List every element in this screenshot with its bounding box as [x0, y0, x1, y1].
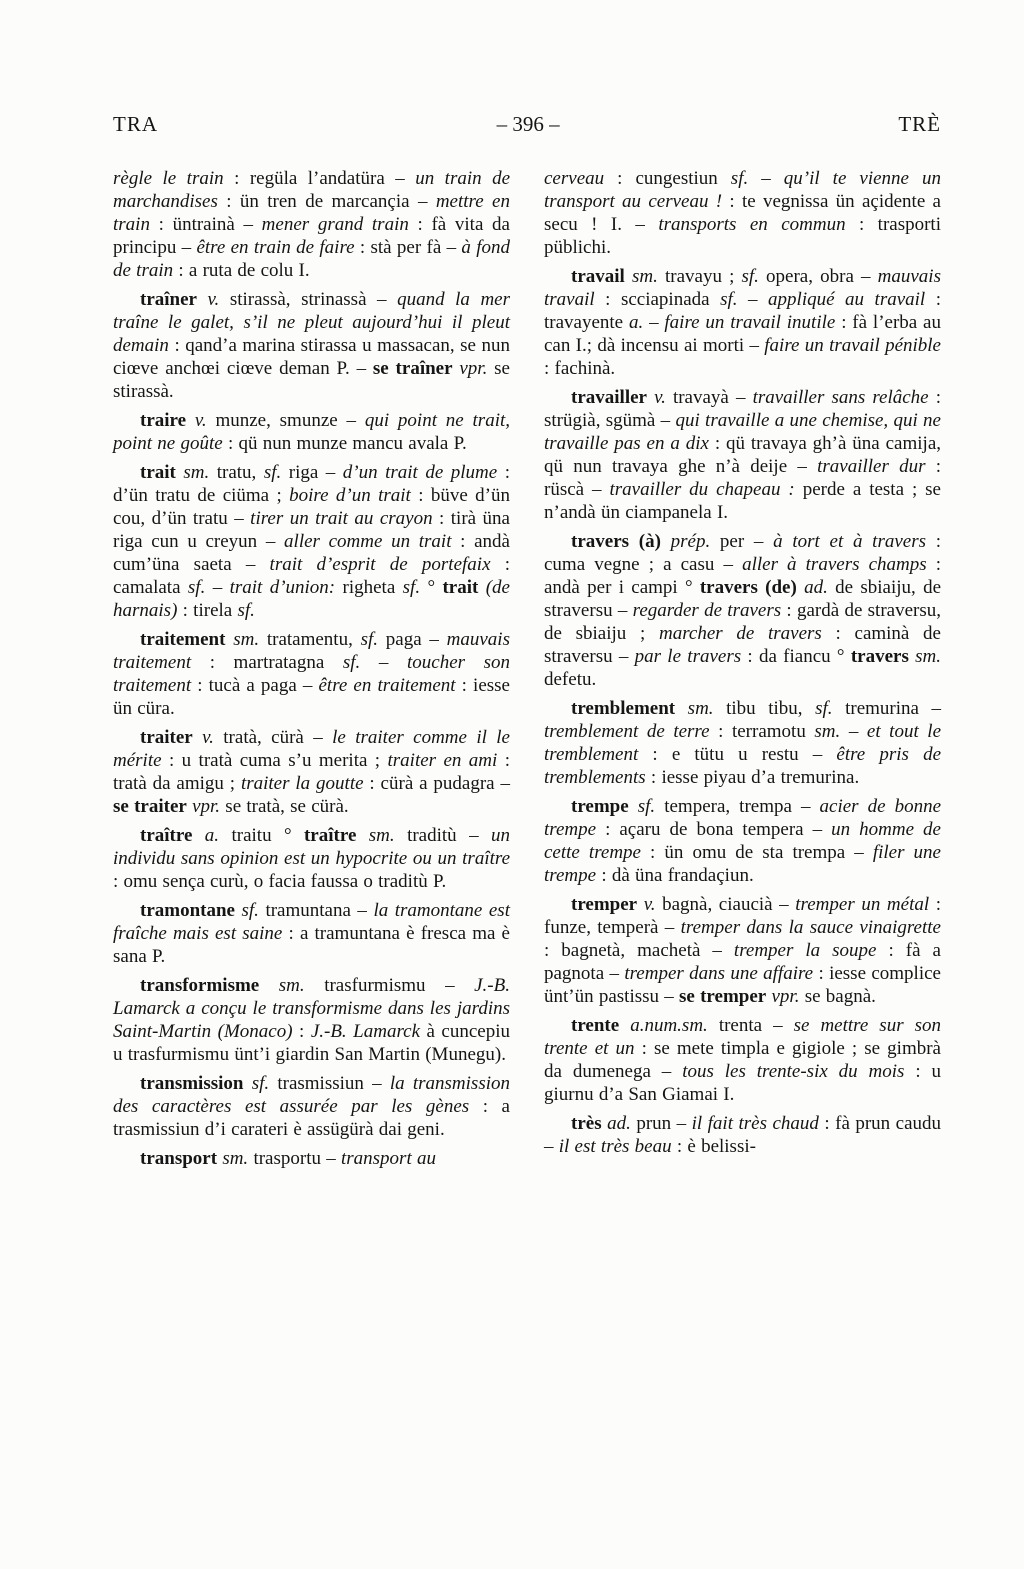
- entry-transport: [113, 1147, 510, 1170]
- entry-translation-text: : büve d’ün cou, d’ün tratu –: [113, 485, 510, 529]
- entry-translation-text: : ün tren de marcançia –: [217, 191, 436, 212]
- entry-transmission: [113, 1072, 510, 1141]
- entry-translation-text: : e tütu u restu –: [638, 744, 837, 765]
- entry-transport-continuation: [544, 167, 941, 259]
- entry-translation-text: : a tramuntana è fresca ma è sana P.: [113, 923, 510, 967]
- entry-translation-text: tratamentu,: [266, 629, 361, 650]
- entry-headword: traitement: [140, 629, 226, 650]
- entry-translation-text: : tirà üna riga cun u creyun –: [113, 508, 510, 552]
- entry-translation-text: riga –: [281, 462, 343, 483]
- entry-train-continuation: [113, 167, 510, 282]
- entry-headword: travailler: [571, 387, 647, 408]
- entry-italic-text: il fait très chaud: [691, 1113, 819, 1134]
- entry-italic-text: boire d’un trait: [289, 485, 411, 506]
- entry-translation-text: stirassà, strinassà –: [229, 289, 398, 310]
- entry-italic-text: tremper dans la sauce vinaigrette: [680, 917, 941, 938]
- entry-headword: se traiter: [113, 796, 187, 817]
- entry-translation-text: : funze, temperà –: [544, 894, 942, 938]
- entry-tremblement: [544, 697, 941, 789]
- entry-headword: travers (à): [571, 531, 661, 552]
- entry-trente: [544, 1014, 941, 1106]
- entry-translation-text: tratu,: [216, 462, 264, 483]
- entry-translation-text: : üntrainà –: [149, 214, 262, 235]
- page-number: – 396 –: [496, 112, 560, 136]
- entry-italic-text: v.: [196, 289, 230, 310]
- entry-translation-text: travayà –: [672, 387, 753, 408]
- entry-italic-text: vpr.: [766, 986, 805, 1007]
- entry-italic-text: sf.: [243, 1073, 278, 1094]
- entry-traiter: [113, 726, 510, 818]
- entry-italic-text: filer une trempe: [544, 842, 941, 886]
- entry-travail: [544, 265, 941, 380]
- entry-italic-text: par le travers: [634, 646, 742, 667]
- entry-italic-text: règle le train: [113, 168, 224, 189]
- entry-translation-text: defetu.: [544, 669, 597, 690]
- entry-italic-text: d’un trait de plume: [342, 462, 498, 483]
- entry-translation-text: tratà, cürà –: [223, 727, 333, 748]
- entry-translation-text: : regüla l’andatüra –: [223, 168, 416, 189]
- entry-travers: [544, 530, 941, 691]
- entry-translation-text: tramuntana –: [265, 900, 374, 921]
- entry-italic-text: a.: [192, 825, 232, 846]
- entry-translation-text: : te vegnissa ün açidente a secu ! I. –: [544, 191, 941, 235]
- entry-italic-text: travailler du chapeau :: [609, 479, 795, 500]
- entry-italic-text: (de harnais): [113, 577, 510, 621]
- entry-translation-text: tremurina –: [832, 698, 941, 719]
- column-right: [544, 167, 941, 1170]
- entry-translation-text: : cungestiun: [604, 168, 731, 189]
- entry-tramontane: [113, 899, 510, 968]
- entry-headword: traiter: [140, 727, 193, 748]
- entry-italic-text: ad.: [796, 577, 836, 598]
- entry-italic-text: sm.: [814, 721, 841, 742]
- entry-translation-text: –: [737, 289, 769, 310]
- entry-italic-text: v.: [192, 727, 224, 748]
- entry-italic-text: v.: [646, 387, 673, 408]
- entry-italic-text: un train de marchandises: [113, 168, 511, 212]
- entry-translation-text: trasportu –: [253, 1148, 341, 1169]
- entry-translation-text: se tratà, se cürà.: [225, 796, 349, 817]
- entry-italic-text: la tramontane est fraîche mais est saine: [113, 900, 510, 944]
- entry-translation-text: : cuma vegne ; a casu –: [544, 531, 941, 575]
- entry-transformisme: [113, 974, 510, 1066]
- entry-italic-text: sm.: [908, 646, 941, 667]
- entry-translation-text: : qand’a marina stirassa u massacan, se nun ciœve anchœi ciœve deman P. –: [113, 335, 510, 379]
- entry-translation-text: °: [420, 577, 443, 598]
- entry-headword: trait: [442, 577, 479, 598]
- entry-translation-text: se bagnà.: [804, 986, 876, 1007]
- text-columns: [113, 167, 941, 1170]
- entry-headword: traîner: [140, 289, 197, 310]
- entry-italic-text: le traiter comme il le mérite: [113, 727, 510, 771]
- entry-italic-text: transport au: [340, 1148, 436, 1169]
- entry-translation-text: per –: [719, 531, 774, 552]
- entry-italic-text: sf.: [234, 900, 266, 921]
- entry-italic-text: tremper un métal: [795, 894, 930, 915]
- entry-italic-text: aller comme un trait: [284, 531, 452, 552]
- entry-translation-text: : ün omu de sta trempa –: [640, 842, 873, 863]
- entry-italic-text: a.: [628, 312, 644, 333]
- entry-italic-text: la transmission des caractères est assurée par les gènes: [113, 1073, 510, 1117]
- entry-translation-text: –: [748, 168, 784, 189]
- entry-headword: trente: [571, 1015, 620, 1036]
- entry-translation-text: : tratà da amigu ;: [113, 750, 510, 794]
- entry-translation-text: : travayente: [544, 289, 942, 333]
- entry-italic-text: vpr.: [186, 796, 226, 817]
- entry-translation-text: : cürà a pudagra –: [363, 773, 510, 794]
- entry-translation-text: : martratagna: [191, 652, 343, 673]
- entry-italic-text: il est très beau: [558, 1136, 672, 1157]
- entry-trempe: [544, 795, 941, 887]
- entry-translation-text: :: [292, 1021, 311, 1042]
- entry-translation-text: : da fiancu °: [741, 646, 851, 667]
- entry-headword: se tremper: [679, 986, 767, 1007]
- entry-translation-text: tempera, trempa –: [664, 796, 820, 817]
- entry-translation-text: : fà l’erba au can I.; dà incensu ai morti –: [544, 312, 941, 356]
- entry-translation-text: : se mete timpla e gigiole ; se gimbrà da dumenega –: [544, 1038, 941, 1082]
- entry-italic-text: acier de bonne trempe: [544, 796, 942, 840]
- entry-headword: tremblement: [571, 698, 676, 719]
- entry-italic-text: mauvais travail: [544, 266, 941, 310]
- entry-headword: traire: [140, 410, 187, 431]
- entry-italic-text: sm.: [259, 975, 325, 996]
- entry-headword: travers (de): [699, 577, 797, 598]
- entry-translation-text: : a trasmissiun d’i carateri è assügürà dai geni.: [113, 1096, 510, 1140]
- entry-italic-text: travailler dur: [817, 456, 926, 477]
- entry-italic-text: v.: [637, 894, 663, 915]
- entry-headword: tremper: [571, 894, 638, 915]
- entry-italic-text: vpr.: [452, 358, 495, 379]
- running-head: [113, 112, 941, 137]
- entry-italic-text: tous les trente-six du mois: [682, 1061, 905, 1082]
- entry-translation-text: : qü travaya gh’à üna camija, qü nun travaya ghe n’à deije –: [544, 433, 942, 477]
- entry-translation-text: : fà a pagnota –: [544, 940, 941, 984]
- entry-italic-text: tremper la soupe: [733, 940, 877, 961]
- entry-headword: transmission: [140, 1073, 244, 1094]
- entry-translation-text: : trasporti püblichi.: [544, 214, 941, 258]
- entry-italic-text: J.-B. Lamarck: [310, 1021, 421, 1042]
- entry-italic-text: qui travaille a une chemise, qui ne travaille pas en a dix: [544, 410, 941, 454]
- entry-translation-text: : gardà de straversu, de sbiaiju ;: [544, 600, 941, 644]
- entry-italic-text: J.-B. Lamarck a conçu le transformisme dans les jardins Saint-Martin (Monaco): [113, 975, 510, 1042]
- entry-translation-text: : scciapinada: [594, 289, 721, 310]
- entry-italic-text: aller à travers champs: [742, 554, 927, 575]
- entry-italic-text: sf.: [402, 577, 421, 598]
- entry-translation-text: : u giurnu d’a San Giamai I.: [544, 1061, 942, 1105]
- entry-headword: traître: [140, 825, 193, 846]
- entry-headword: tramontane: [140, 900, 235, 921]
- entry-headword: transport: [140, 1148, 218, 1169]
- entry-translation-text: –: [205, 577, 230, 598]
- entry-italic-text: quand la mer traîne le galet, s’il ne pleut aujourd’hui il pleut demain: [113, 289, 511, 356]
- entry-translation-text: trasmissiun –: [277, 1073, 390, 1094]
- entry-italic-text: sm.: [217, 1148, 254, 1169]
- entry-translation-text: paga –: [378, 629, 447, 650]
- entry-italic-text: sf.: [741, 266, 767, 287]
- entry-translation-text: : tucà a paga –: [191, 675, 319, 696]
- entry-italic-text: tirer un trait au crayon: [250, 508, 433, 529]
- entry-italic-text: sm.: [175, 462, 217, 483]
- entry-italic-text: cerveau: [544, 168, 605, 189]
- entry-italic-text: sf.: [342, 652, 361, 673]
- entry-italic-text: se mettre sur son trente et un: [544, 1015, 941, 1059]
- entry-translation-text: : stà per fà –: [354, 237, 462, 258]
- entry-italic-text: sf.: [263, 462, 282, 483]
- entry-italic-text: sf.: [815, 698, 833, 719]
- entry-italic-text: sf.: [237, 600, 255, 621]
- entry-italic-text: v.: [186, 410, 216, 431]
- entry-italic-text: à fond de train: [113, 237, 511, 281]
- entry-traitement: [113, 628, 510, 720]
- entry-translation-text: : andà per i campi °: [544, 554, 942, 598]
- entry-translation-text: righeta: [335, 577, 403, 598]
- running-head-right-keyword: TRÈ: [898, 112, 941, 136]
- entry-translation-text: –: [643, 312, 665, 333]
- entry-translation-text: : iesse ün cüra.: [113, 675, 510, 719]
- entry-translation-text: : camalata: [113, 554, 510, 598]
- entry-italic-text: mettre en train: [113, 191, 510, 235]
- entry-translation-text: traitu °: [231, 825, 304, 846]
- entry-translation-text: : terramotu: [709, 721, 815, 742]
- entry-headword: travers: [850, 646, 909, 667]
- entry-translation-text: prun –: [636, 1113, 692, 1134]
- entry-italic-text: ad.: [601, 1113, 637, 1134]
- entry-italic-text: traiter en ami: [387, 750, 498, 771]
- entry-italic-text: faire un travail inutile: [664, 312, 836, 333]
- entry-translation-text: trasfurmismu –: [324, 975, 475, 996]
- entry-italic-text: traiter la goutte: [240, 773, 364, 794]
- entry-translation-text: : u tratà cuma s’u merita ;: [161, 750, 388, 771]
- entry-italic-text: trait d’union:: [229, 577, 336, 598]
- entry-translation-text: : dà üna frandaçiun.: [596, 865, 754, 886]
- entry-italic-text: et tout le tremblement: [544, 721, 941, 765]
- entry-translation-text: : tirela: [177, 600, 238, 621]
- entry-translation-text: de sbiaiju, de straversu –: [544, 577, 942, 621]
- entry-italic-text: sf.: [187, 577, 206, 598]
- entry-headword: trait: [140, 462, 176, 483]
- entry-translation-text: : andà cum’üna saeta –: [113, 531, 510, 575]
- entry-italic-text: travailler sans relâche: [752, 387, 929, 408]
- entry-translation-text: : iesse piyau d’a tremurina.: [645, 767, 860, 788]
- entry-italic-text: qu’il te vienne un transport au cerveau !: [544, 168, 941, 212]
- entry-italic-text: sm.: [356, 825, 408, 846]
- entry-italic-text: être en train de faire: [196, 237, 355, 258]
- entry-translation-text: trenta –: [718, 1015, 794, 1036]
- entry-translation-text: : qü nun munze mancu avala P.: [222, 433, 467, 454]
- entry-italic-text: marcher de travers: [658, 623, 822, 644]
- entry-headword: se traîner: [372, 358, 453, 379]
- entry-italic-text: prép.: [660, 531, 720, 552]
- entry-translation-text: : bagnetà, machetà –: [544, 940, 734, 961]
- entry-italic-text: tremper dans une affaire: [624, 963, 814, 984]
- entry-travailler: [544, 386, 941, 524]
- entry-trait: [113, 461, 510, 622]
- entry-translation-text: : caminà de straversu –: [544, 623, 941, 667]
- entry-italic-text: trait d’esprit de portefaix: [269, 554, 491, 575]
- entry-translation-text: munze, smunze –: [215, 410, 365, 431]
- entry-translation-text: tibu tibu,: [726, 698, 816, 719]
- entry-translation-text: à cuncepiu u trasfurmismu ünt’i giardin San Martin (Munegu).: [113, 1021, 510, 1065]
- entry-headword: travail: [571, 266, 625, 287]
- entry-translation-text: traditù –: [407, 825, 491, 846]
- column-left: [113, 167, 510, 1170]
- entry-italic-text: à tort et à travers: [773, 531, 926, 552]
- entry-translation-text: –: [360, 652, 407, 673]
- entry-italic-text: appliqué au travail: [768, 289, 926, 310]
- entry-italic-text: regarder de travers: [632, 600, 782, 621]
- entry-headword: très: [571, 1113, 602, 1134]
- entry-headword: traître: [303, 825, 357, 846]
- entry-traire: [113, 409, 510, 455]
- entry-italic-text: être en traitement: [318, 675, 456, 696]
- entry-translation-text: : fà vita da principu –: [113, 214, 510, 258]
- entry-italic-text: qui point ne trait, point ne goûte: [113, 410, 511, 454]
- entry-italic-text: sf.: [730, 168, 749, 189]
- entry-translation-text: se stirassà.: [113, 358, 510, 402]
- entry-translation-text: opera, obra –: [766, 266, 878, 287]
- entry-translation-text: : iesse complice ünt’ün pastissu –: [544, 963, 941, 1007]
- entry-translation-text: –: [840, 721, 867, 742]
- entry-tres: [544, 1112, 941, 1158]
- entry-italic-text: mauvais traitement: [113, 629, 510, 673]
- entry-translation-text: : è belissi-: [671, 1136, 756, 1157]
- entry-italic-text: sm.: [225, 629, 267, 650]
- entry-italic-text: toucher son traitement: [113, 652, 511, 696]
- entry-italic-text: sm.: [624, 266, 665, 287]
- entry-translation-text: : rüscà –: [544, 456, 941, 500]
- entry-trainer: [113, 288, 510, 403]
- entry-italic-text: sf.: [720, 289, 738, 310]
- entry-translation-text: : d’ün tratu de ciüma ;: [113, 462, 510, 506]
- entry-italic-text: transports en commun: [658, 214, 846, 235]
- entry-translation-text: travayu ;: [664, 266, 742, 287]
- running-head-left-keyword: TRA: [113, 112, 158, 136]
- entry-translation-text: : omu sença curù, o facia faussa o traditù P.: [113, 871, 447, 892]
- entry-italic-text: sm.: [675, 698, 727, 719]
- entry-translation-text: perde a testa ; se n’andà ün ciampanela I.: [544, 479, 941, 523]
- entry-translation-text: : strügià, sgümà –: [544, 387, 942, 431]
- entry-translation-text: : fà prun caudu –: [544, 1113, 942, 1157]
- entry-italic-text: sf.: [360, 629, 379, 650]
- entry-tremper: [544, 893, 941, 1008]
- entry-italic-text: faire un travail pénible: [764, 335, 941, 356]
- entry-translation-text: : a ruta de colu I.: [173, 260, 310, 281]
- entry-italic-text: un individu sans opinion est un hypocrite ou un traître: [113, 825, 510, 869]
- entry-headword: trempe: [571, 796, 629, 817]
- entry-italic-text: sf.: [628, 796, 665, 817]
- entry-italic-text: être pris de tremblements: [544, 744, 942, 788]
- entry-italic-text: mener grand train: [261, 214, 409, 235]
- entry-headword: transformisme: [140, 975, 260, 996]
- entry-italic-text: un homme de cette trempe: [544, 819, 941, 863]
- entry-translation-text: bagnà, ciaucià –: [662, 894, 796, 915]
- entry-italic-text: tremblement de terre: [544, 721, 710, 742]
- entry-traitre: [113, 824, 510, 893]
- entry-translation-text: : açaru de bona tempera –: [596, 819, 832, 840]
- entry-translation-text: : fachinà.: [544, 358, 616, 379]
- entry-italic-text: a.num.sm.: [619, 1015, 719, 1036]
